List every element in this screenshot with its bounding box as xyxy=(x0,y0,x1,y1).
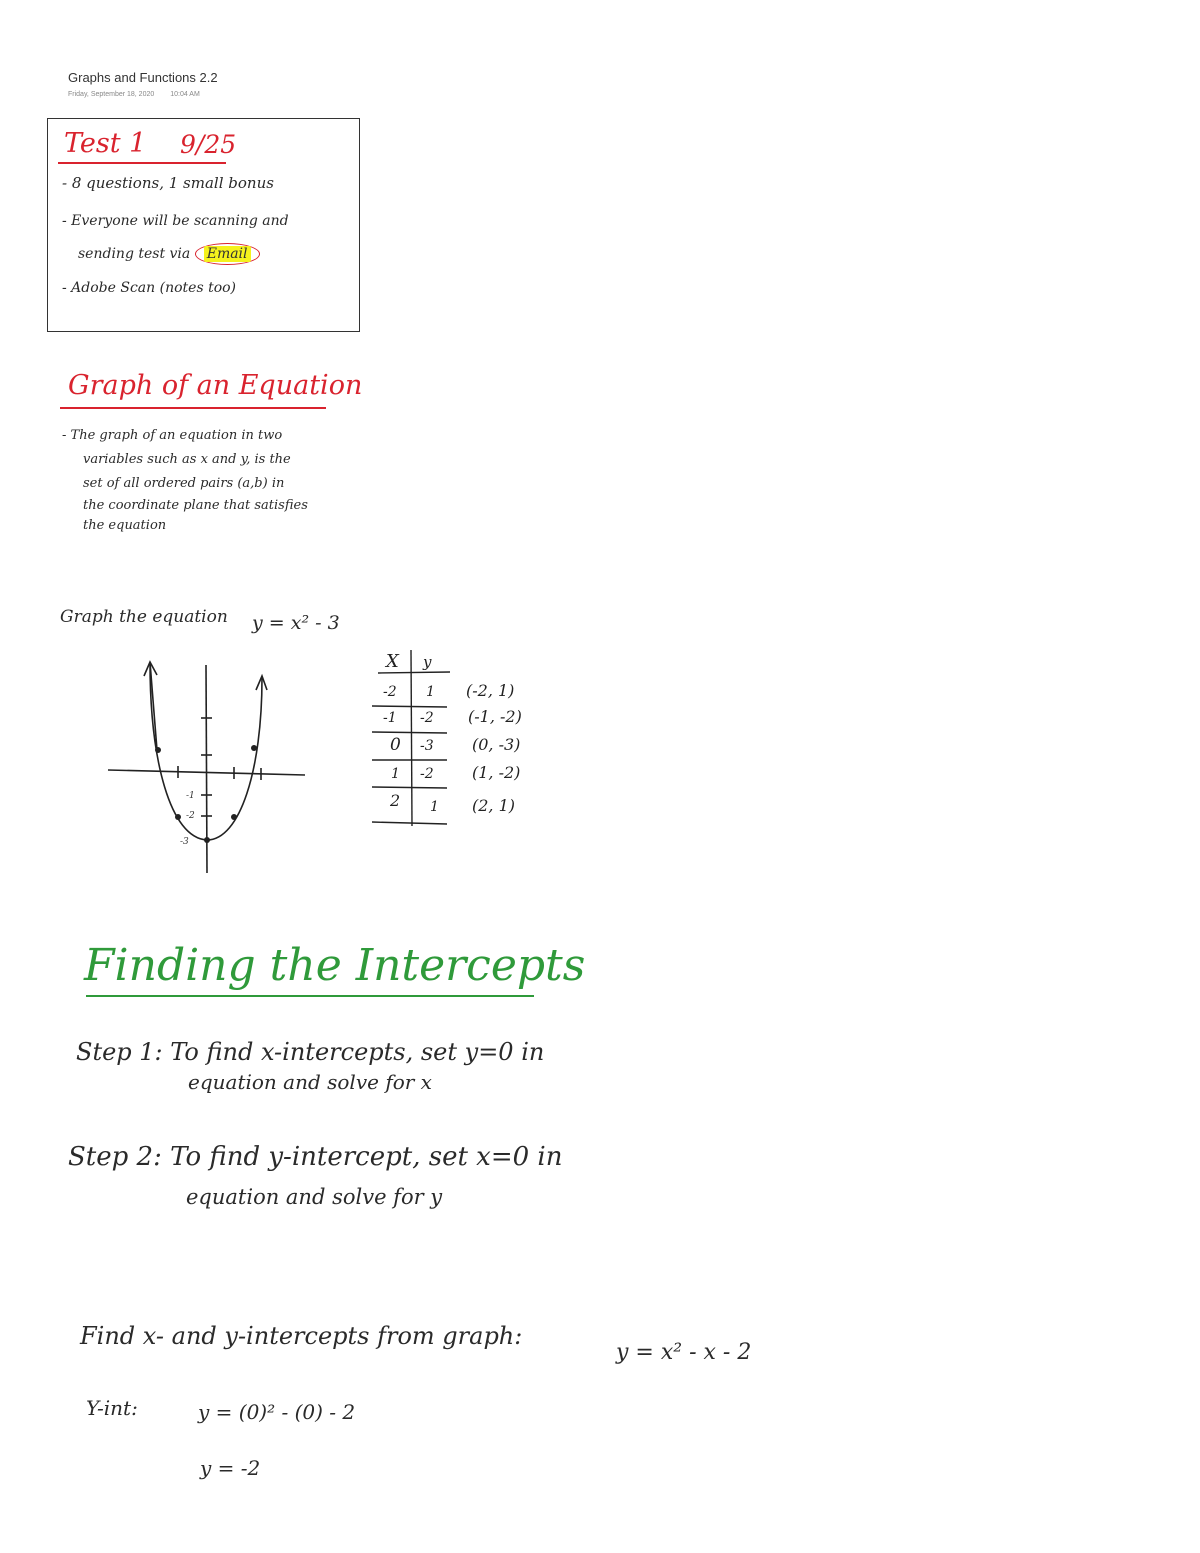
pair-3: (0, -3) xyxy=(472,735,521,754)
graph-eq-line-2: variables such as x and y, is the xyxy=(83,452,291,467)
email-highlight: Email xyxy=(204,246,251,262)
table-header-line xyxy=(378,672,450,673)
date-text: Friday, September 18, 2020 xyxy=(68,91,155,98)
intercepts-heading: Finding the Intercepts xyxy=(84,940,586,991)
point-neg1 xyxy=(175,814,181,820)
graph-eq-line-3: set of all ordered pairs (a,b) in xyxy=(83,476,285,491)
test-bullet-3: - Adobe Scan (notes too) xyxy=(62,280,237,296)
row-y-1: 1 xyxy=(426,684,435,700)
row-y-5: 1 xyxy=(430,799,439,815)
yint-calc: y = (0)² - (0) - 2 xyxy=(198,1400,356,1424)
table-divider xyxy=(411,650,412,826)
graph-eq-line-1: - The graph of an equation in two xyxy=(62,428,283,443)
test-bullet-2: - Everyone will be scanning and xyxy=(62,213,289,229)
table-row-line-5 xyxy=(372,822,447,824)
pair-1: (-2, 1) xyxy=(466,681,515,700)
row-y-3: -3 xyxy=(420,738,434,754)
row-x-3: 0 xyxy=(390,735,401,755)
row-x-1: -2 xyxy=(383,684,397,700)
intercepts-underline xyxy=(86,995,534,997)
row-y-2: -2 xyxy=(420,710,434,726)
pair-5: (2, 1) xyxy=(472,796,516,815)
axis-label-neg2: -2 xyxy=(186,811,195,821)
graph-eq-line-5: the equation xyxy=(83,518,167,533)
point-neg2 xyxy=(155,747,161,753)
example-equation: y = x² - 3 xyxy=(252,612,340,634)
table-row-line-1 xyxy=(372,706,447,707)
step2-line-1: Step 2: To find y-intercept, set x=0 in xyxy=(68,1142,563,1172)
step1-line-2: equation and solve for x xyxy=(188,1070,432,1094)
time-text: 10:04 AM xyxy=(170,91,200,98)
pair-4: (1, -2) xyxy=(472,763,521,782)
table-row-line-2 xyxy=(372,732,447,733)
sending-text: sending test via xyxy=(78,246,191,262)
row-x-5: 2 xyxy=(390,791,401,810)
find-equation: y = x² - x - 2 xyxy=(616,1340,752,1365)
axis-label-neg3: -3 xyxy=(180,837,189,847)
graph-eq-line-4: the coordinate plane that satisfies xyxy=(83,498,308,513)
test-date: 9/25 xyxy=(180,130,237,159)
test-title: Test 1 xyxy=(64,128,147,159)
table-row-line-4 xyxy=(372,787,447,788)
pair-2: (-1, -2) xyxy=(468,707,522,726)
point-1 xyxy=(231,814,237,820)
axis-label-neg1: -1 xyxy=(186,791,195,801)
example-prompt: Graph the equation xyxy=(60,607,228,627)
step2-line-2: equation and solve for y xyxy=(186,1185,443,1209)
point-2 xyxy=(251,745,257,751)
row-y-4: -2 xyxy=(420,766,434,782)
page-title: Graphs and Functions 2.2 xyxy=(68,70,218,85)
point-0 xyxy=(204,837,210,843)
test-bullet-1: - 8 questions, 1 small bonus xyxy=(62,174,274,192)
find-prompt: Find x- and y-intercepts from graph: xyxy=(80,1322,523,1350)
yint-label: Y-int: xyxy=(86,1396,138,1420)
table-header-y: y xyxy=(423,653,432,671)
table-header-x: X xyxy=(386,651,399,672)
yint-result: y = -2 xyxy=(200,1456,261,1480)
graph-eq-heading: Graph of an Equation xyxy=(68,370,363,401)
step1-line-1: Step 1: To find x-intercepts, set y=0 in xyxy=(76,1038,545,1066)
row-x-2: -1 xyxy=(383,710,397,726)
row-x-4: 1 xyxy=(391,766,400,782)
